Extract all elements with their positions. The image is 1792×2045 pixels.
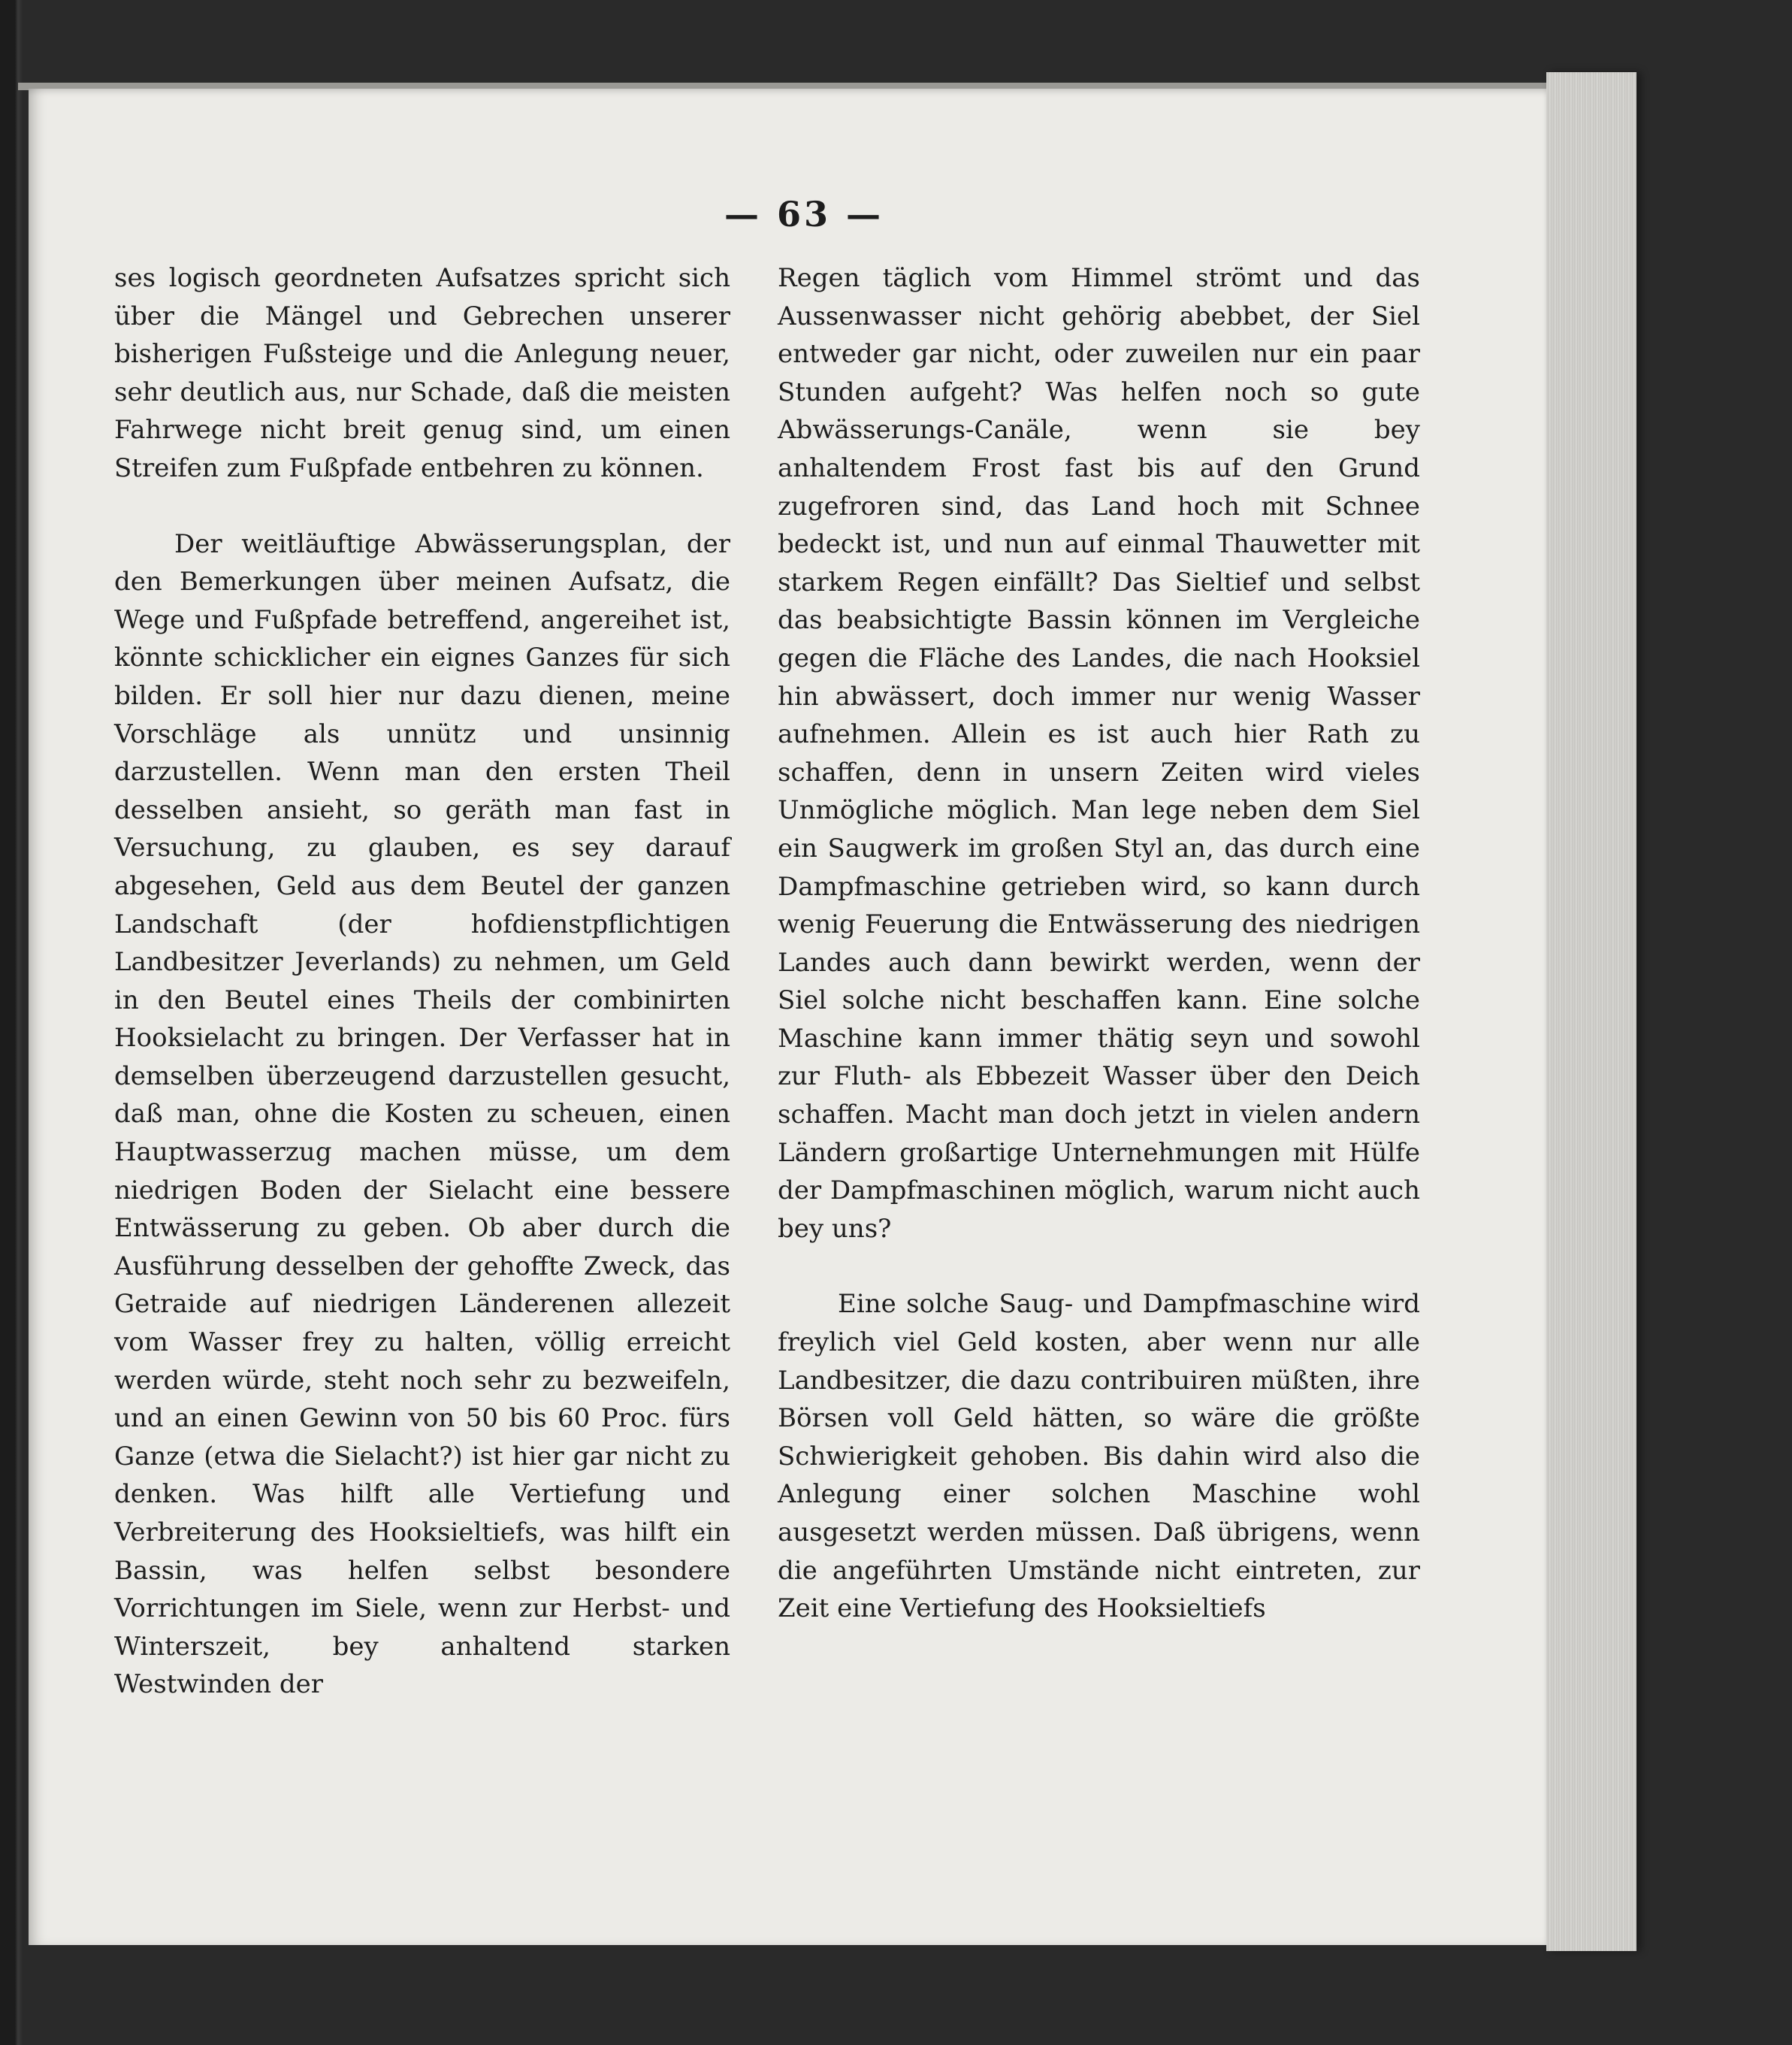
paragraph: Regen täglich vom Himmel strömt und das Aussenwasser nicht gehörig abebbet, der Siel entweder gar nicht, oder zuweilen nur ein paar Stunden aufgeht? Was helfen noch so gute Abwässerungs-Canäle, wenn sie bey anhaltendem Frost fast bis auf den Grund zugefroren sind, das Land hoch mit Schnee bedeckt ist, und nun auf einmal Thauwetter mit starkem Regen einfällt? Das Sieltief und selbst das beabsichtigte Bassin können im Vergleiche gegen die Fläche des Landes, die nach Hooksiel hin abwässert, doch immer nur wenig Wasser aufnehmen. Allein es ist auch hier Rath zu schaffen, denn in unsern Zeiten wird vieles Unmögliche möglich. Man lege neben dem Siel ein Saugwerk im großen Styl an, das durch eine Dampfmaschine getrieben wird, so kann durch wenig Feuerung die Entwässerung des niedrigen Landes auch dann bewirkt werden, wenn der Siel solche nicht beschaffen kann. Eine solche Maschine kann immer thätig seyn und sowohl zur Fluth- als Ebbezeit Wasser über den Deich schaffen. Macht man doch jetzt in vielen andern Ländern großartige Unternehmungen mit Hülfe der Dampfmaschinen möglich, warum nicht auch bey uns?	[778, 263, 1420, 1244]
page-number: — 63 —	[724, 194, 884, 234]
paragraph: ses logisch geordneten Aufsatzes spricht sich über die Mängel und Gebrechen unserer bisherigen Fußsteige und die Anlegung neuer, sehr deutlich aus, nur Schade, daß die meisten Fahrwege nicht breit genug sind, um einen Streifen zum Fußpfade entbehren zu können.	[114, 263, 730, 483]
paragraph: Eine solche Saug- und Dampfmaschine wird freylich viel Geld kosten, aber wenn nur alle Landbesitzer, die dazu contribuiren müßten, ihre Börsen voll Geld hätten, so wäre die größte Schwierigkeit gehoben. Bis dahin wird also die Anlegung einer solchen Maschine wohl ausgesetzt werden müssen. Daß übrigens, wenn die angeführten Umstände nicht eintreten, zur Zeit eine Vertiefung des Hooksieltiefs	[778, 1289, 1420, 1624]
paragraph: Der weitläuftige Abwässerungsplan, der den Bemerkungen über meinen Aufsatz, die Wege und Fußpfade betreffend, angereihet ist, könnte schicklicher ein eignes Ganzes für sich bilden. Er soll hier nur dazu dienen, meine Vorschläge als unnütz und unsinnig darzustellen. Wenn man den ersten Theil desselben ansieht, so geräth man fast in Versuchung, zu glauben, es sey darauf abgesehen, Geld aus dem Beutel der ganzen Landschaft (der hofdienstpflichtigen Landbesitzer Jeverlands) zu nehmen, um Geld in den Beutel eines Theils der combinirten Hooksielacht zu bringen. Der Verfasser hat in demselben überzeugend darzustellen gesucht, daß man, ohne die Kosten zu scheuen, einen Hauptwasserzug machen müsse, um dem niedrigen Boden der Sielacht eine bessere Entwässerung zu geben. Ob aber durch die Ausführung desselben der gehoffte Zweck, das Getraide auf niedrigen Länderenen allezeit vom Wasser frey zu halten, völlig erreicht werden würde, steht noch sehr zu bezweifeln, und an einen Gewinn von 50 bis 60 Proc. fürs Ganze (etwa die Sielacht?) ist hier gar nicht zu denken. Was hilft alle Vertiefung und Verbreiterung des Hooksieltiefs, was hilft ein Bassin, was helfen selbst besondere Vorrichtungen im Siele, wenn zur Herbst- und Winterszeit, bey anhaltend starken Westwinden der	[114, 528, 730, 1700]
page-block-edge	[1546, 72, 1636, 1951]
left-column	[114, 259, 730, 1704]
right-column	[778, 259, 1420, 1628]
